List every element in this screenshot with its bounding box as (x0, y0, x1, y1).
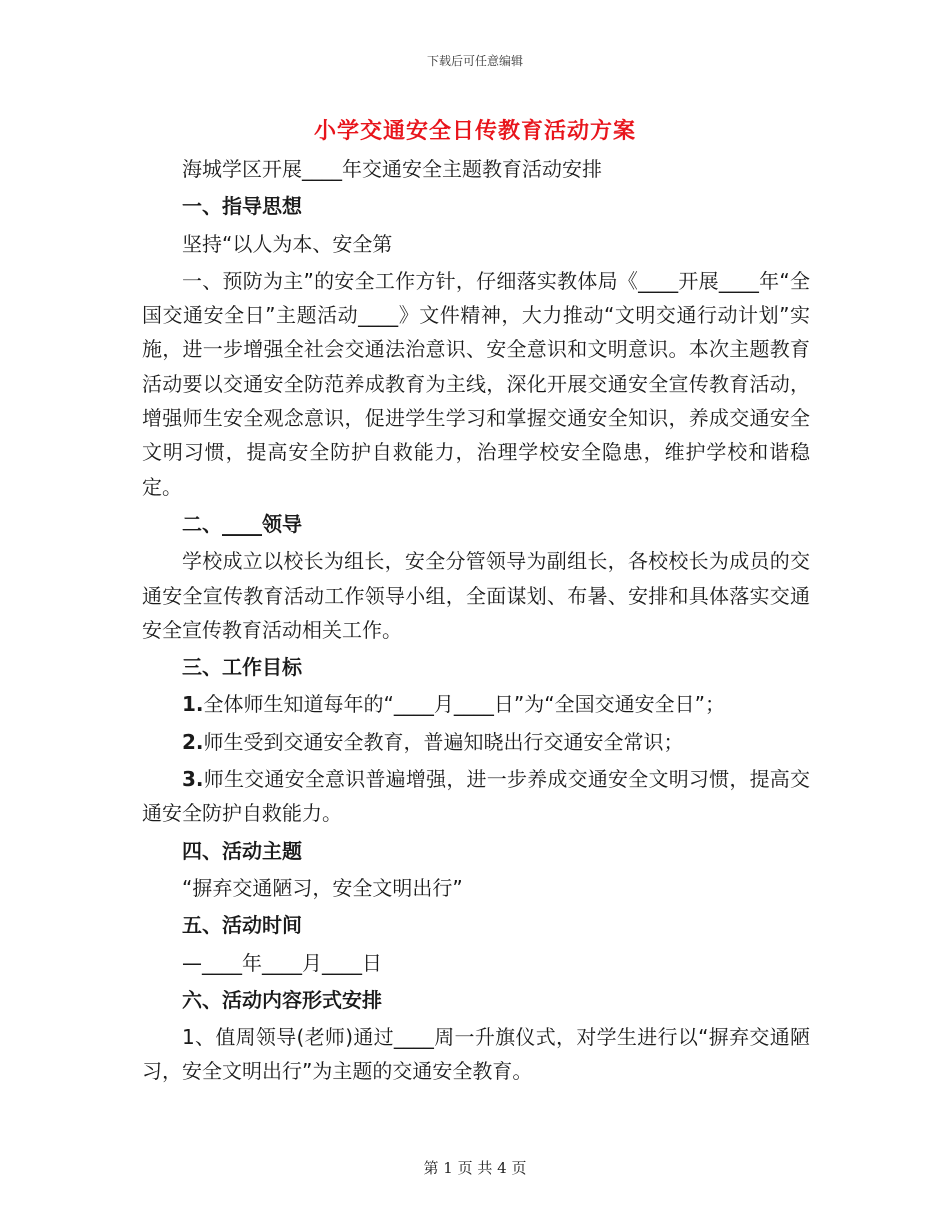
goal-item-number: 1. (182, 692, 204, 717)
paragraph-guiding-ideology-2: 一、预防为主”的安全工作方针，仔细落实教体局《____开展____年“全国交通安全日”主题活动____》文件精神，大力推动“文明交通行动计划”实施，进一步增强全社会交通法治意识、安全意识和文明意识。本次主题教育活动要以交通安全防范养成教育为主线，深化开展交通安全宣传教育活动，增强师生安全观念意识，促进学生学习和掌握交通安全知识，养成交通安全文明习惯，提高安全防护自救能力，治理学校安全隐患，维护学校和谐稳定。 (142, 268, 810, 499)
goal-item-text: 师生交通安全意识普遍增强，进一步养成交通安全文明习惯，提高交通安全防护自救能力。 (142, 767, 810, 826)
paragraph-guiding-ideology-1: 坚持“以人为本、安全第 (182, 231, 393, 256)
document-title: 小学交通安全日传教育活动方案 (313, 119, 636, 144)
intro-paragraph: 海城学区开展____年交通安全主题教育活动安排 (182, 157, 602, 181)
paragraph-leadership: 学校成立以校长为组长，安全分管领导为副组长，各校校长为成员的交通安全宣传教育活动工作领导小组，全面谋划、布暑、安排和具体落实交通安全宣传教育活动相关工作。 (142, 549, 810, 642)
goal-item-3 (142, 762, 810, 831)
goal-item-1 (142, 687, 810, 721)
goal-item-number: 3. (182, 767, 204, 792)
page-footer: 第 1 页 共 4 页 (423, 1159, 527, 1177)
page-header: 下载后可任意编辑 (426, 54, 523, 68)
section-heading-leadership: 二、____领导 (182, 511, 302, 536)
goal-item-number: 2. (182, 729, 204, 754)
goal-item-text: 全体师生知道每年的“____月____日”为“全国交通安全日”； (203, 692, 725, 717)
goal-item-2 (142, 725, 810, 759)
section-heading-activity-theme: 四、活动主题 (182, 838, 302, 863)
section-heading-activity-content: 六、活动内容形式安排 (182, 987, 382, 1012)
document-body (142, 152, 810, 1089)
section-heading-activity-time: 五、活动时间 (182, 913, 302, 938)
goal-item-text: 师生受到交通安全教育，普遍知晓出行交通安全常识； (203, 729, 684, 754)
section-heading-work-goals: 三、工作目标 (182, 655, 302, 680)
section-heading-guiding-ideology: 一、指导思想 (182, 194, 302, 219)
paragraph-activity-theme: “摒弃交通陋习，安全文明出行” (182, 875, 463, 900)
paragraph-activity-content-1: 1、值周领导(老师)通过____周一升旗仪式，对学生进行以“摒弃交通陋习，安全文明出行”为主题的交通安全教育。 (142, 1025, 810, 1084)
paragraph-activity-time: —____年____月____日 (182, 950, 382, 975)
